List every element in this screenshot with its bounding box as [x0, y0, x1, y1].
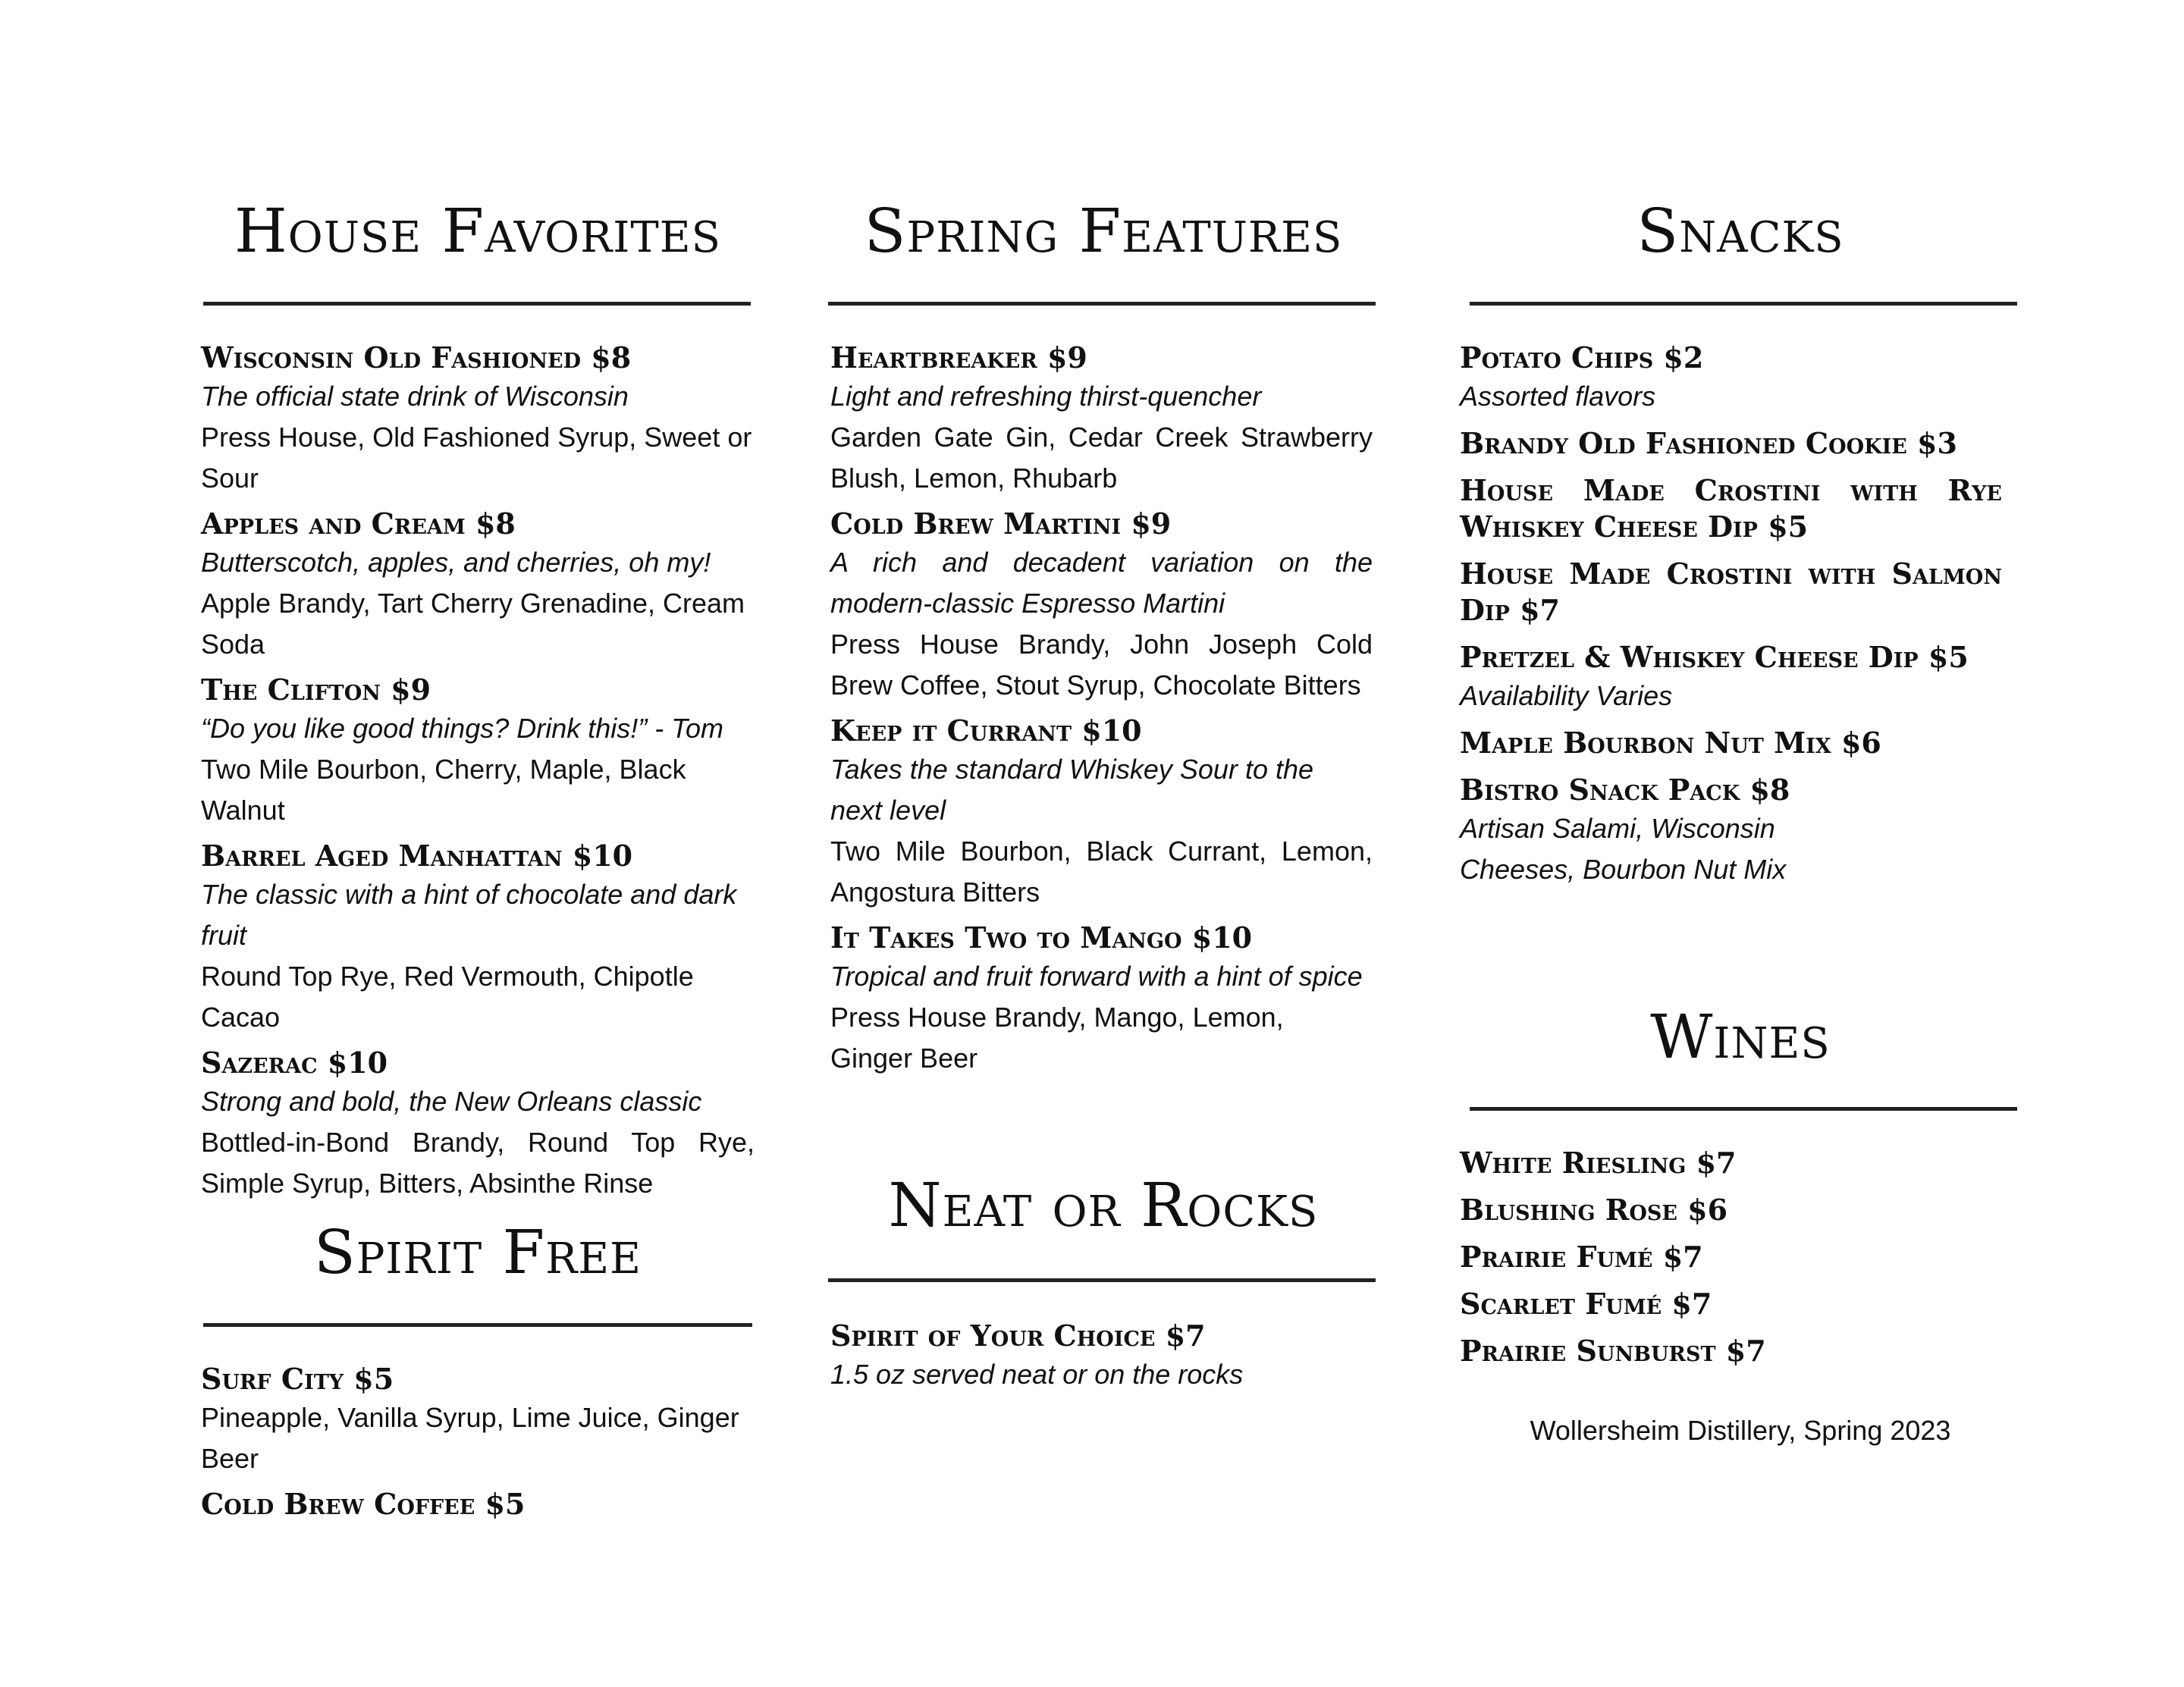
item-ingredients: Pineapple, Vanilla Syrup, Lime Juice, Ginger Beer	[201, 1402, 739, 1474]
item-title: House Made Crostini with Rye Whiskey Cheese Dip $5	[1460, 473, 2002, 544]
wine-item: Scarlet Fumé $7	[1460, 1287, 1712, 1321]
item-title: Spirit of Your Choice $7	[830, 1319, 1206, 1353]
wine-item: White Riesling $7	[1460, 1146, 1737, 1180]
spring-features-heading: Spring Features	[864, 196, 1343, 266]
footer-note: Wollersheim Distillery, Spring 2023	[1530, 1415, 1951, 1446]
wine-item: Blushing Rose $6	[1460, 1193, 1728, 1227]
item-title: Wisconsin Old Fashioned $8	[201, 340, 632, 375]
item-description: Assorted flavors	[1460, 381, 1656, 412]
item-ingredients: Press House Brandy, Mango, Lemon, Ginger Beer	[830, 1002, 1284, 1074]
menu-item	[1460, 425, 2002, 462]
item-title: Surf City $5	[201, 1362, 394, 1396]
house-favorites-heading: House Favorites	[234, 196, 721, 266]
spring-features-rule	[828, 302, 1376, 306]
item-description: Light and refreshing thirst-quencher	[830, 381, 1262, 412]
spirit-free-rule	[203, 1323, 752, 1327]
spirit-free-list	[201, 1361, 755, 1522]
item-title: Barrel Aged Manhattan $10	[201, 839, 633, 873]
item-title: Pretzel & Whiskey Cheese Dip $5	[1460, 640, 1969, 674]
spring-features-section	[827, 196, 1380, 266]
snacks-list	[1460, 340, 2002, 890]
item-ingredients: Two Mile Bourbon, Cherry, Maple, Black Walnut	[201, 754, 686, 826]
menu-item	[830, 340, 1373, 499]
spring-features-list	[830, 340, 1373, 1079]
item-description: A rich and decadent variation on the modern-classic Espresso Martini	[830, 547, 1373, 619]
house-favorites-list	[201, 340, 755, 1204]
item-title: House Made Crostini with Salmon Dip $7	[1460, 557, 2002, 627]
item-title: Sazerac $10	[201, 1046, 388, 1080]
menu-item	[830, 1318, 1373, 1395]
neat-or-rocks-list	[830, 1318, 1373, 1395]
wine-item: Prairie Fumé $7	[1460, 1240, 1703, 1274]
spirit-free-heading: Spirit Free	[313, 1217, 642, 1287]
snacks-section	[1467, 196, 2013, 266]
menu-item	[830, 713, 1373, 913]
menu-item	[1460, 725, 2002, 761]
item-title: Cold Brew Martini $9	[830, 506, 1172, 541]
item-description: Butterscotch, apples, and cherries, oh my!	[201, 547, 711, 578]
wines-list	[1460, 1145, 2002, 1369]
item-description: Takes the standard Whiskey Sour to the next level	[830, 754, 1314, 826]
menu-item	[1460, 340, 2002, 417]
menu-item	[830, 506, 1373, 706]
item-title: Cold Brew Coffee $5	[201, 1487, 526, 1521]
snacks-rule	[1470, 302, 2017, 306]
menu-item	[201, 838, 755, 1038]
item-description: The official state drink of Wisconsin	[201, 381, 629, 412]
menu-item	[201, 1045, 755, 1204]
item-ingredients: Garden Gate Gin, Cedar Creek Strawberry Blush, Lemon, Rhubarb	[830, 422, 1373, 494]
house-favorites-rule	[203, 302, 751, 306]
item-description: The classic with a hint of chocolate and dark fruit	[201, 879, 737, 951]
menu-item	[201, 506, 755, 665]
item-description: Tropical and fruit forward with a hint of spice	[830, 961, 1363, 992]
item-title: It Takes Two to Mango $10	[830, 920, 1253, 955]
house-favorites-section	[201, 196, 755, 266]
wines-section	[1467, 1002, 2013, 1072]
item-title: Potato Chips $2	[1460, 340, 1704, 375]
menu-item	[830, 920, 1373, 1079]
wines-heading: Wines	[1650, 1002, 1831, 1072]
item-description: Artisan Salami, Wisconsin Cheeses, Bourbon Nut Mix	[1460, 813, 1787, 885]
item-title: Brandy Old Fashioned Cookie $3	[1460, 426, 1957, 460]
neat-or-rocks-section	[827, 1170, 1380, 1240]
menu-item	[1460, 472, 2002, 545]
item-description: “Do you like good things? Drink this!” - Tom	[201, 713, 723, 744]
item-ingredients: Press House, Old Fashioned Syrup, Sweet or Sour	[201, 422, 752, 494]
item-title: Bistro Snack Pack $8	[1460, 773, 1790, 807]
menu-item	[201, 1361, 755, 1479]
item-title: The Clifton $9	[201, 673, 431, 707]
item-title: Heartbreaker $9	[830, 340, 1087, 375]
snacks-heading: Snacks	[1636, 196, 1844, 266]
item-ingredients: Round Top Rye, Red Vermouth, Chipotle Cacao	[201, 961, 694, 1033]
wines-rule	[1470, 1107, 2017, 1111]
menu-item	[201, 340, 755, 499]
menu-item	[201, 672, 755, 831]
item-ingredients: Press House Brandy, John Joseph Cold Brew Coffee, Stout Syrup, Chocolate Bitters	[830, 629, 1373, 701]
item-ingredients: Two Mile Bourbon, Black Currant, Lemon, Angostura Bitters	[830, 836, 1373, 908]
spirit-free-section	[201, 1217, 755, 1287]
item-description: Strong and bold, the New Orleans classic	[201, 1086, 702, 1117]
item-title: Keep it Currant $10	[830, 713, 1142, 748]
menu-item	[1460, 556, 2002, 629]
item-ingredients: Apple Brandy, Tart Cherry Grenadine, Cream Soda	[201, 588, 745, 660]
menu-item	[1460, 772, 2002, 890]
neat-or-rocks-heading: Neat or Rocks	[888, 1170, 1319, 1240]
item-ingredients: Bottled-in-Bond Brandy, Round Top Rye, Simple Syrup, Bitters, Absinthe Rinse	[201, 1127, 755, 1199]
menu-item	[201, 1486, 755, 1522]
item-title: Maple Bourbon Nut Mix $6	[1460, 726, 1881, 760]
neat-or-rocks-rule	[828, 1278, 1376, 1282]
item-description: 1.5 oz served neat or on the rocks	[830, 1359, 1244, 1390]
item-title: Apples and Cream $8	[201, 506, 516, 541]
wine-item: Prairie Sunburst $7	[1460, 1334, 1766, 1368]
menu-item	[1460, 639, 2002, 717]
item-description: Availability Varies	[1460, 680, 1673, 711]
